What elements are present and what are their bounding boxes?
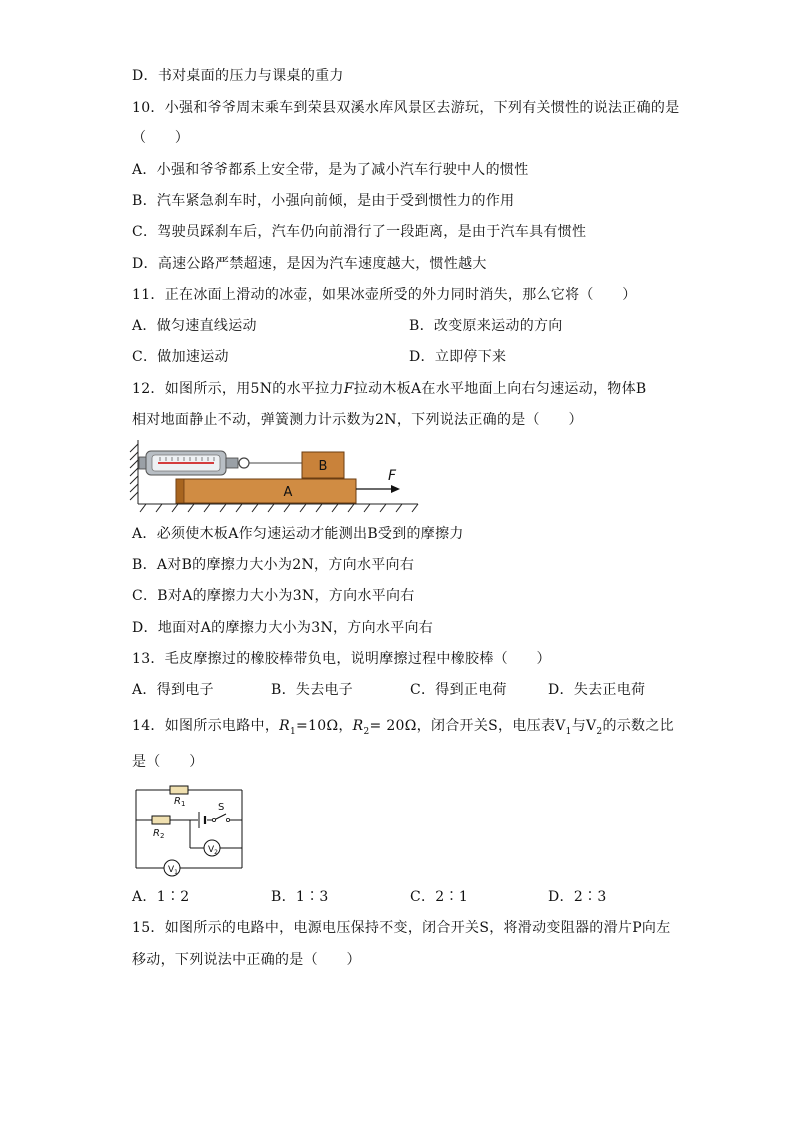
r2-symbol: $R_2$ xyxy=(352,718,370,737)
q9-option-d: D．书对桌面的压力与课桌的重力 xyxy=(132,68,344,84)
q15-stem-line2: 移动，下列说法中正确的是（ ） xyxy=(132,952,361,968)
q13-option-d: D．失去正电荷 xyxy=(548,682,646,698)
r2-resistor xyxy=(152,816,170,824)
svg-text:V2: $V_2$ xyxy=(208,845,218,856)
q10-stem-line1: 10．小强和爷爷周末乘车到荣县双溪水库风景区去游玩，下列有关惯性的说法正确的是 xyxy=(132,100,680,116)
board-a-label: A xyxy=(283,485,293,500)
force-arrow xyxy=(356,468,400,493)
spring-scale xyxy=(139,451,302,475)
switch-label: S xyxy=(218,802,225,813)
q14-stem-part4: 的示数之比 xyxy=(602,718,674,734)
q12-force-symbol: F xyxy=(343,381,354,397)
q14-stem-part1: 14．如图所示电路中， xyxy=(132,718,280,734)
q11-option-a: A．做匀速直线运动 xyxy=(132,318,257,334)
q12-option-b: B．A对B的摩擦力大小为2N，方向水平向右 xyxy=(132,557,415,573)
q12-figure xyxy=(126,438,426,514)
q14-separator: ， xyxy=(338,718,353,734)
q12-option-c: C．B对A的摩擦力大小为3N，方向水平向右 xyxy=(132,588,415,604)
q14-option-d: D．2∶3 xyxy=(548,889,607,905)
svg-text:V1: $V_1$ xyxy=(168,865,178,876)
q10-option-a: A．小强和爷爷都系上安全带，是为了减小汽车行驶中人的惯性 xyxy=(132,162,529,178)
q14-stem-part2: ，闭合开关S，电压表V xyxy=(416,718,566,734)
q12-stem-line2: 相对地面静止不动，弹簧测力计示数为2N，下列说法正确的是（ ） xyxy=(132,412,583,428)
voltmeter-v1 xyxy=(164,860,180,876)
v1-subscript: 1 xyxy=(565,726,572,737)
r2-value: = 20Ω xyxy=(369,718,417,734)
r1-label: $R_1$ xyxy=(174,796,186,808)
block-b xyxy=(302,452,344,478)
r1-resistor xyxy=(170,786,188,794)
q10-option-b: B．汽车紧急刹车时，小强向前倾，是由于受到惯性力的作用 xyxy=(132,193,515,209)
q12-option-a: A．必须使木板A作匀速运动才能测出B受到的摩擦力 xyxy=(132,526,464,542)
q12-stem-line1 xyxy=(132,379,647,399)
q10-option-d: D．高速公路严禁超速，是因为汽车速度越大，惯性越大 xyxy=(132,256,487,272)
q11-option-b: B．改变原来运动的方向 xyxy=(409,318,563,334)
q11-option-c: C．做加速运动 xyxy=(132,349,229,365)
q14-stem-part3: 与V xyxy=(571,718,597,734)
switch-contact-right xyxy=(226,818,229,821)
switch-contact-left xyxy=(212,818,215,821)
q14-circuit xyxy=(128,778,248,880)
q13-option-a: A．得到电子 xyxy=(132,682,214,698)
q14-stem-line1 xyxy=(132,716,674,742)
q13-option-c: C．得到正电荷 xyxy=(410,682,507,698)
block-b-label: B xyxy=(318,459,328,474)
q12-stem-part1: 12．如图所示，用5N的水平拉力 xyxy=(132,381,344,397)
q15-stem-line1: 15．如图所示的电路中，电源电压保持不变，闭合开关S，将滑动变阻器的滑片P向左 xyxy=(132,920,671,936)
voltmeter-v2 xyxy=(204,840,220,856)
q14-option-b: B．1∶3 xyxy=(271,889,329,905)
q14-option-c: C．2∶1 xyxy=(410,889,469,905)
battery xyxy=(199,812,205,828)
q12-option-d: D．地面对A的摩擦力大小为3N，方向水平向右 xyxy=(132,620,434,636)
ground-hatch xyxy=(138,504,418,512)
q14-stem-line2: 是（ ） xyxy=(132,754,204,770)
q10-option-c: C．驾驶员踩刹车后，汽车仍向前滑行了一段距离，是由于汽车具有惯性 xyxy=(132,224,587,240)
r1-value: =10Ω xyxy=(296,718,339,734)
q12-stem-part2: 拉动木板A在水平地面上向右匀速运动，物体B xyxy=(353,381,647,397)
board-a xyxy=(176,479,356,503)
q11-option-d: D．立即停下来 xyxy=(409,349,507,365)
q10-stem-line2: （ ） xyxy=(132,130,190,146)
wall-hatch xyxy=(130,440,138,504)
q13-stem: 13．毛皮摩擦过的橡胶棒带负电，说明摩擦过程中橡胶棒（ ） xyxy=(132,651,551,667)
force-label: F xyxy=(388,468,397,484)
r1-symbol: $R_1$ xyxy=(279,718,296,737)
q13-option-b: B．失去电子 xyxy=(271,682,354,698)
q11-stem: 11．正在冰面上滑动的冰壶，如果冰壶所受的外力同时消失，那么它将（ ） xyxy=(132,287,637,303)
r2-label: $R_2$ xyxy=(153,828,165,840)
v2-subscript: 2 xyxy=(596,726,603,737)
q14-option-a: A．1∶2 xyxy=(132,889,190,905)
